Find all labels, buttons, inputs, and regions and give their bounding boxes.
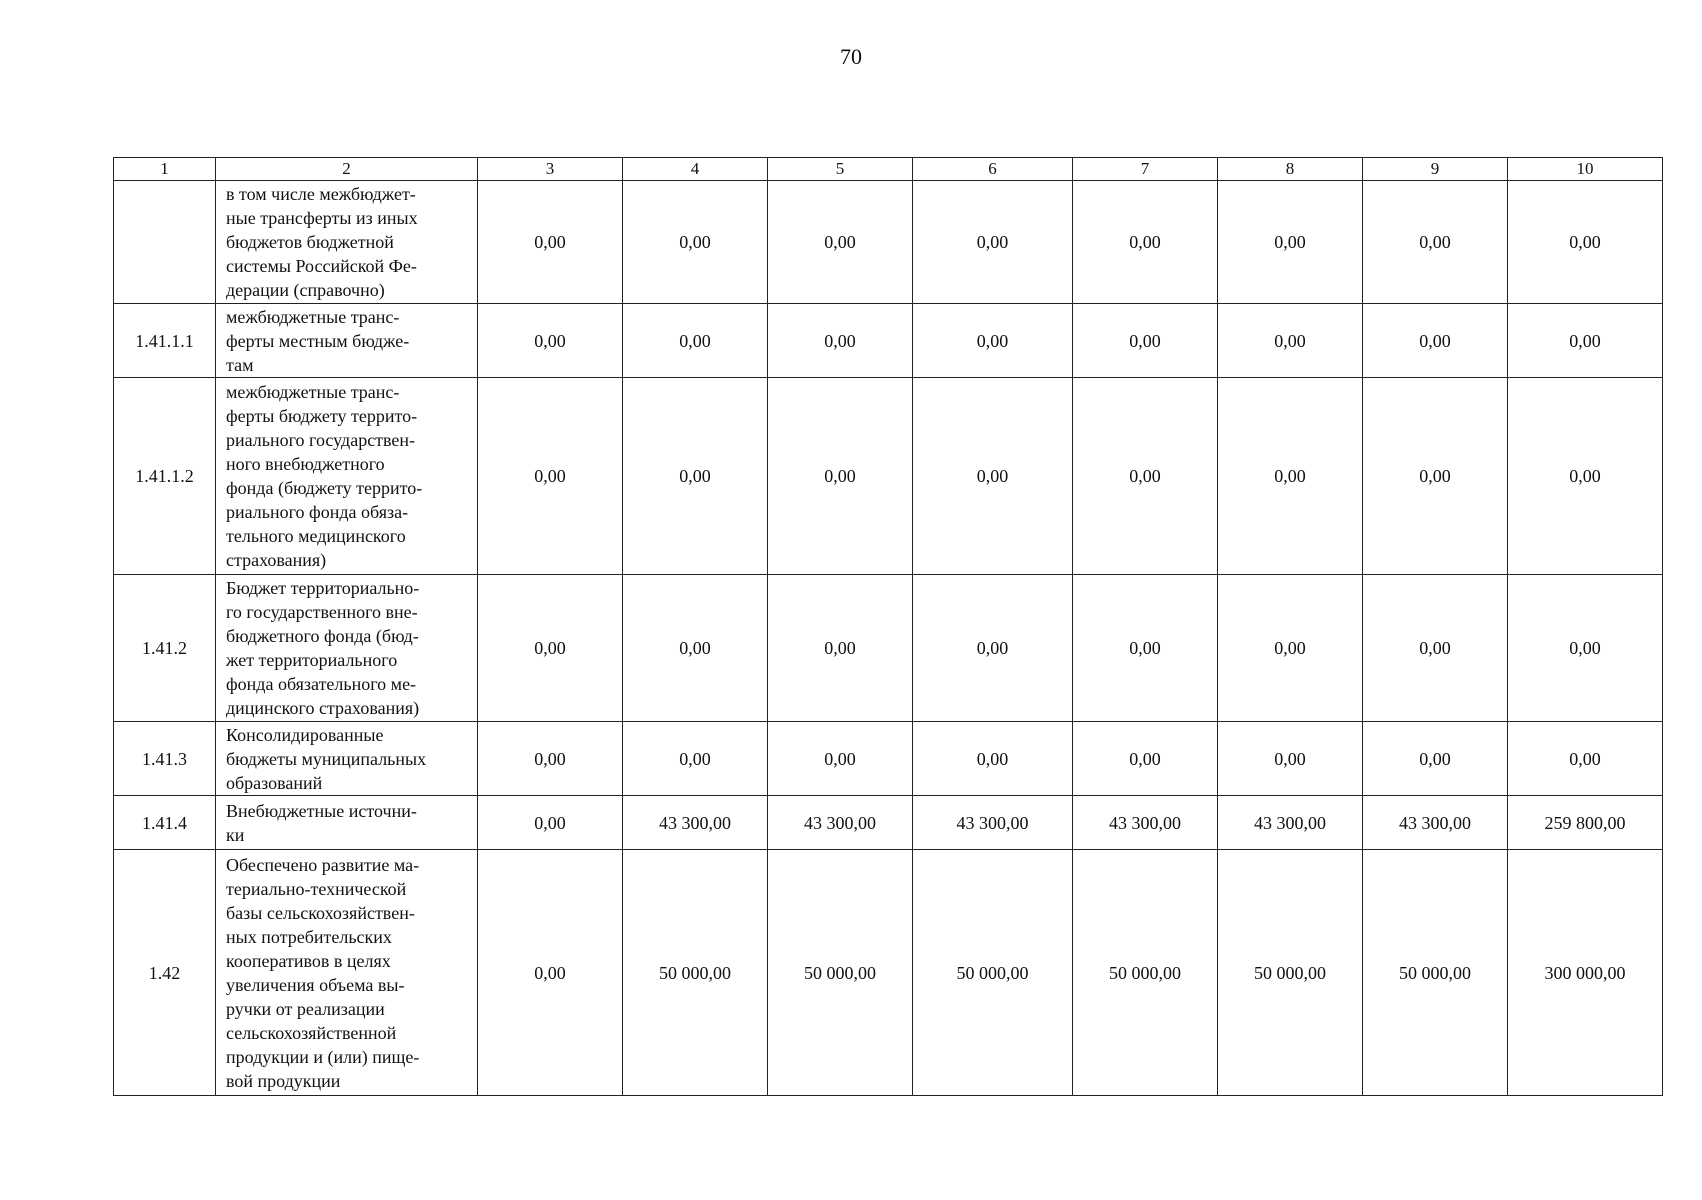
row-code: 1.41.1.2 bbox=[114, 378, 216, 575]
description-line: го государственного вне- bbox=[226, 602, 418, 622]
description-line: ферты бюджету террито- bbox=[226, 406, 418, 426]
value-cell: 0,00 bbox=[1363, 304, 1508, 378]
description-line: ного внебюджетного bbox=[226, 454, 385, 474]
description-line: бюджетов бюджетной bbox=[226, 232, 394, 252]
row-description bbox=[216, 722, 478, 796]
description-line: ки bbox=[226, 824, 245, 845]
description-line: тельного медицинского bbox=[226, 526, 406, 546]
column-number: 7 bbox=[1073, 158, 1218, 181]
value-cell: 50 000,00 bbox=[1218, 850, 1363, 1096]
table-row bbox=[114, 181, 1663, 304]
value-cell: 0,00 bbox=[478, 304, 623, 378]
description-line: фонда (бюджету террито- bbox=[226, 478, 423, 498]
table-row bbox=[114, 796, 1663, 850]
row-code: 1.41.2 bbox=[114, 575, 216, 722]
value-cell: 43 300,00 bbox=[1218, 796, 1363, 850]
value-cell: 259 800,00 bbox=[1508, 796, 1663, 850]
table-row bbox=[114, 575, 1663, 722]
value-cell: 0,00 bbox=[1073, 181, 1218, 304]
row-code bbox=[114, 181, 216, 304]
value-cell: 0,00 bbox=[478, 850, 623, 1096]
value-cell: 0,00 bbox=[913, 575, 1073, 722]
value-cell: 0,00 bbox=[478, 796, 623, 850]
row-description bbox=[216, 575, 478, 722]
description-line: Консолидированные bbox=[226, 724, 384, 745]
value-cell: 50 000,00 bbox=[913, 850, 1073, 1096]
value-cell: 0,00 bbox=[913, 378, 1073, 575]
value-cell: 0,00 bbox=[623, 181, 768, 304]
value-cell: 0,00 bbox=[478, 722, 623, 796]
description-line: Внебюджетные источни- bbox=[226, 800, 417, 821]
value-cell: 50 000,00 bbox=[1073, 850, 1218, 1096]
column-number: 10 bbox=[1508, 158, 1663, 181]
value-cell: 0,00 bbox=[768, 181, 913, 304]
description-line: там bbox=[226, 354, 254, 375]
value-cell: 0,00 bbox=[1073, 575, 1218, 722]
value-cell: 0,00 bbox=[623, 575, 768, 722]
value-cell: 0,00 bbox=[1218, 378, 1363, 575]
description-line: бюджетного фонда (бюд- bbox=[226, 626, 419, 646]
column-number: 2 bbox=[216, 158, 478, 181]
value-cell: 0,00 bbox=[913, 181, 1073, 304]
column-number: 6 bbox=[913, 158, 1073, 181]
column-number-row bbox=[114, 158, 1663, 181]
description-line: Обеспечено развитие ма- bbox=[226, 854, 420, 875]
value-cell: 0,00 bbox=[1508, 181, 1663, 304]
description-line: увеличения объема вы- bbox=[226, 974, 405, 995]
column-number: 9 bbox=[1363, 158, 1508, 181]
column-number: 4 bbox=[623, 158, 768, 181]
value-cell: 0,00 bbox=[1218, 181, 1363, 304]
value-cell: 0,00 bbox=[1363, 722, 1508, 796]
description-line: вой продукции bbox=[226, 1070, 341, 1091]
value-cell: 50 000,00 bbox=[768, 850, 913, 1096]
row-description bbox=[216, 181, 478, 304]
value-cell: 0,00 bbox=[913, 722, 1073, 796]
value-cell: 43 300,00 bbox=[1363, 796, 1508, 850]
row-code: 1.41.3 bbox=[114, 722, 216, 796]
row-description bbox=[216, 304, 478, 378]
value-cell: 0,00 bbox=[1073, 378, 1218, 575]
column-number: 8 bbox=[1218, 158, 1363, 181]
value-cell: 0,00 bbox=[1363, 181, 1508, 304]
value-cell: 0,00 bbox=[768, 378, 913, 575]
description-line: межбюджетные транс- bbox=[226, 306, 400, 327]
value-cell: 0,00 bbox=[768, 722, 913, 796]
page-number: 70 bbox=[840, 44, 862, 69]
table-row bbox=[114, 304, 1663, 378]
value-cell: 0,00 bbox=[623, 304, 768, 378]
value-cell: 0,00 bbox=[1508, 304, 1663, 378]
description-line: риального государствен- bbox=[226, 430, 416, 450]
description-line: фонда обязательного ме- bbox=[226, 674, 417, 694]
description-line: ферты местным бюдже- bbox=[226, 330, 410, 351]
column-number: 5 bbox=[768, 158, 913, 181]
description-line: системы Российской Фе- bbox=[226, 256, 417, 276]
row-description bbox=[216, 850, 478, 1096]
description-line: сельскохозяйственной bbox=[226, 1022, 397, 1043]
value-cell: 0,00 bbox=[768, 304, 913, 378]
budget-table bbox=[113, 157, 1663, 1096]
value-cell: 0,00 bbox=[1073, 304, 1218, 378]
table-row bbox=[114, 378, 1663, 575]
value-cell: 0,00 bbox=[1508, 722, 1663, 796]
value-cell: 0,00 bbox=[1073, 722, 1218, 796]
value-cell: 0,00 bbox=[1218, 722, 1363, 796]
value-cell: 43 300,00 bbox=[623, 796, 768, 850]
description-line: териально-технической bbox=[226, 878, 407, 899]
value-cell: 0,00 bbox=[1218, 304, 1363, 378]
description-line: жет территориального bbox=[226, 650, 398, 670]
table-row bbox=[114, 850, 1663, 1096]
value-cell: 50 000,00 bbox=[1363, 850, 1508, 1096]
column-number: 3 bbox=[478, 158, 623, 181]
value-cell: 0,00 bbox=[913, 304, 1073, 378]
value-cell: 0,00 bbox=[1363, 575, 1508, 722]
value-cell: 0,00 bbox=[623, 722, 768, 796]
row-code: 1.42 bbox=[114, 850, 216, 1096]
value-cell: 0,00 bbox=[1508, 378, 1663, 575]
description-line: ных потребительских bbox=[226, 926, 392, 947]
description-line: Бюджет территориально- bbox=[226, 578, 420, 598]
description-line: бюджеты муниципальных bbox=[226, 748, 427, 769]
description-line: ные трансферты из иных bbox=[226, 208, 418, 228]
value-cell: 0,00 bbox=[1363, 378, 1508, 575]
value-cell: 0,00 bbox=[478, 181, 623, 304]
row-code: 1.41.4 bbox=[114, 796, 216, 850]
value-cell: 0,00 bbox=[1508, 575, 1663, 722]
value-cell: 43 300,00 bbox=[913, 796, 1073, 850]
row-description bbox=[216, 796, 478, 850]
value-cell: 0,00 bbox=[623, 378, 768, 575]
row-code: 1.41.1.1 bbox=[114, 304, 216, 378]
description-line: продукции и (или) пище- bbox=[226, 1046, 420, 1067]
value-cell: 0,00 bbox=[1218, 575, 1363, 722]
description-line: кооперативов в целях bbox=[226, 950, 391, 971]
row-description bbox=[216, 378, 478, 575]
description-line: страхования) bbox=[226, 550, 327, 570]
description-line: дерации (справочно) bbox=[226, 280, 385, 300]
value-cell: 300 000,00 bbox=[1508, 850, 1663, 1096]
value-cell: 0,00 bbox=[768, 575, 913, 722]
value-cell: 0,00 bbox=[478, 378, 623, 575]
description-line: в том числе межбюджет- bbox=[226, 184, 416, 204]
value-cell: 43 300,00 bbox=[768, 796, 913, 850]
value-cell: 43 300,00 bbox=[1073, 796, 1218, 850]
description-line: межбюджетные транс- bbox=[226, 382, 400, 402]
value-cell: 50 000,00 bbox=[623, 850, 768, 1096]
description-line: ручки от реализации bbox=[226, 998, 385, 1019]
value-cell: 0,00 bbox=[478, 575, 623, 722]
description-line: риального фонда обяза- bbox=[226, 502, 409, 522]
description-line: базы сельскохозяйствен- bbox=[226, 902, 415, 923]
table-row bbox=[114, 722, 1663, 796]
column-number: 1 bbox=[114, 158, 216, 181]
description-line: дицинского страхования) bbox=[226, 698, 420, 718]
description-line: образований bbox=[226, 772, 323, 793]
